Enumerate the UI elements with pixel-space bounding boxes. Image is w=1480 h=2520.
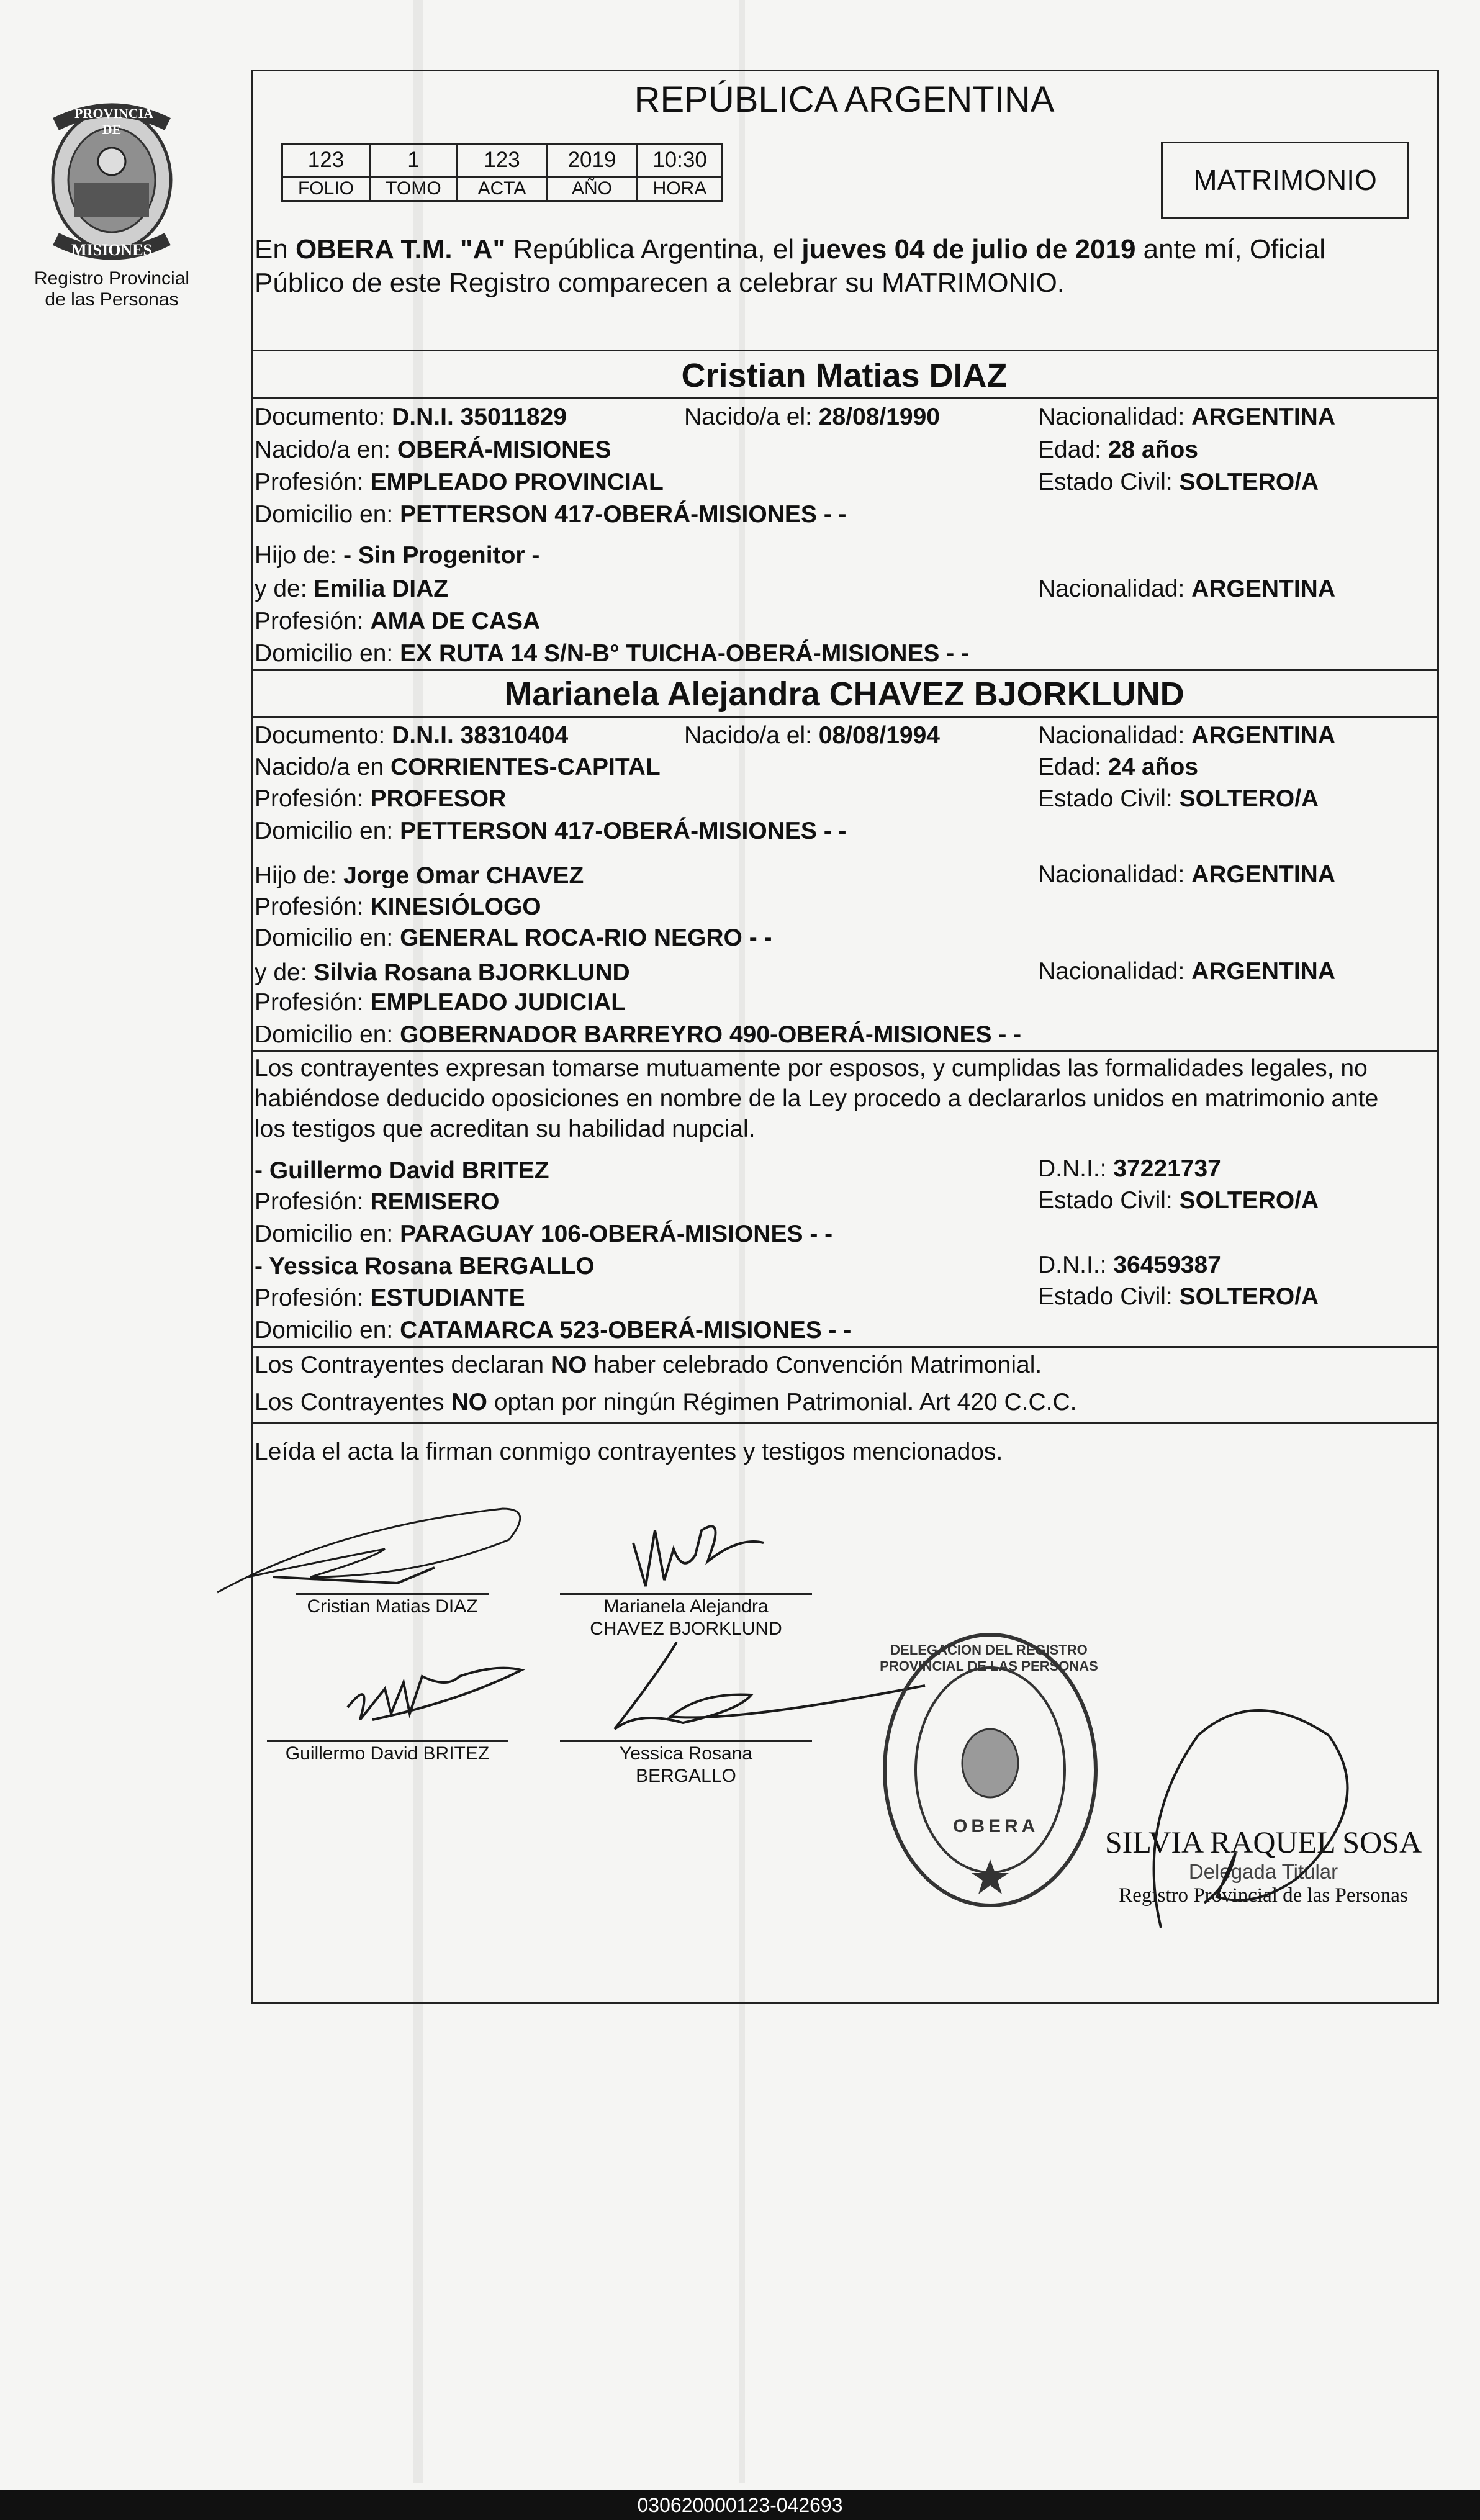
official-name: SILVIA RAQUEL SOSA <box>1104 1825 1422 1859</box>
witness2-dni: D.N.I.: 36459387 <box>1038 1252 1221 1278</box>
official-title: Delegada Titular <box>1188 1860 1338 1883</box>
official-signature <box>1142 1698 1366 1934</box>
signature-caption-3: Guillermo David BRITEZ <box>285 1743 490 1764</box>
spouse2-birth-date: Nacido/a el: 08/08/1994 <box>684 722 940 749</box>
official-office: Registro Provincial de las Personas <box>1119 1884 1408 1907</box>
spouse1-profession: Profesión: EMPLEADO PROVINCIAL <box>255 469 664 495</box>
spouse2-father-address: Domicilio en: GENERAL ROCA-RIO NEGRO - - <box>255 924 772 951</box>
spouse1-father: Hijo de: - Sin Progenitor - <box>255 542 540 569</box>
spouse1-mother-nationality: Nacionalidad: ARGENTINA <box>1038 576 1336 602</box>
type-box: MATRIMONIO <box>1161 142 1409 219</box>
witness1-name: - Guillermo David BRITEZ <box>255 1157 549 1184</box>
spouse1-birth-date: Nacido/a el: 28/08/1990 <box>684 404 940 430</box>
spouse2-document: Documento: D.N.I. 38310404 <box>255 722 569 749</box>
signature-line <box>296 1593 489 1595</box>
ceremony-date: jueves 04 de julio de 2019 <box>801 234 1136 264</box>
signature-line <box>560 1740 812 1742</box>
folio-value: 123 <box>281 143 371 178</box>
intro-line1: En OBERA T.M. "A" República Argentina, el jueves 04 de julio de 2019 ante mí, Oficial <box>255 234 1326 264</box>
read-statement: Leída el acta la firman conmigo contrayentes y testigos mencionados. <box>255 1438 1003 1465</box>
signature-caption-4: Yessica Rosana BERGALLO <box>619 1743 753 1786</box>
logo-caption-line2: de las Personas <box>45 289 179 310</box>
witness2-civil-status: Estado Civil: SOLTERO/A <box>1038 1283 1319 1310</box>
declaration-line2: habiéndose deducido oposiciones en nombre de la Ley procedo a declararlos unidos en matrimonio ante <box>255 1085 1379 1112</box>
divider <box>251 397 1437 399</box>
spouse2-birth-place: Nacido/a en CORRIENTES-CAPITAL <box>255 754 661 780</box>
spouse2-civil-status: Estado Civil: SOLTERO/A <box>1038 785 1319 812</box>
witness2-address: Domicilio en: CATAMARCA 523-OBERÁ-MISIONES - - <box>255 1317 852 1344</box>
provincial-logo <box>37 99 186 267</box>
spouse1-nationality: Nacionalidad: ARGENTINA <box>1038 404 1336 430</box>
spouse2-father-profession: Profesión: KINESIÓLOGO <box>255 893 541 920</box>
regime-line1: Los Contrayentes declaran NO haber celebrado Convención Matrimonial. <box>255 1352 1042 1378</box>
divider <box>251 1050 1437 1052</box>
witness2-name: - Yessica Rosana BERGALLO <box>255 1253 595 1280</box>
logo-caption <box>19 268 205 310</box>
spouse2-address: Domicilio en: PETTERSON 417-OBERÁ-MISIONES - - <box>255 818 847 844</box>
spouse2-name: Marianela Alejandra CHAVEZ BJORKLUND <box>504 675 1184 713</box>
witness1-civil-status: Estado Civil: SOLTERO/A <box>1038 1187 1319 1214</box>
document-code: 030620000123-042693 <box>637 2494 843 2516</box>
signature-line <box>267 1740 508 1742</box>
page-title: REPÚBLICA ARGENTINA <box>634 79 1055 120</box>
witness1-profession: Profesión: REMISERO <box>255 1188 500 1215</box>
signature-scribble <box>621 1506 770 1592</box>
office-name: OBERA T.M. "A" <box>296 234 506 264</box>
spouse2-mother-profession: Profesión: EMPLEADO JUDICIAL <box>255 989 626 1016</box>
spouse2-father: Hijo de: Jorge Omar CHAVEZ <box>255 862 584 889</box>
anio-value: 2019 <box>546 143 638 178</box>
divider <box>251 716 1437 718</box>
logo-caption-line1: Registro Provincial <box>34 268 190 289</box>
spouse2-mother: y de: Silvia Rosana BJORKLUND <box>255 959 630 986</box>
signature-scribble <box>211 1490 534 1596</box>
stamp-center-text: OBERA <box>953 1816 1039 1836</box>
seal-text-top: PROVINCIA DE <box>74 106 154 137</box>
divider <box>251 669 1437 671</box>
registry-stamp <box>880 1630 1100 1910</box>
spouse1-civil-status: Estado Civil: SOLTERO/A <box>1038 469 1319 495</box>
spouse2-mother-nationality: Nacionalidad: ARGENTINA <box>1038 958 1336 985</box>
spouse1-document: Documento: D.N.I. 35011829 <box>255 404 567 430</box>
tomo-label: TOMO <box>369 176 458 202</box>
divider <box>251 350 1437 351</box>
witness2-profession: Profesión: ESTUDIANTE <box>255 1285 525 1311</box>
spouse2-father-nationality: Nacionalidad: ARGENTINA <box>1038 861 1336 888</box>
hora-label: HORA <box>636 176 723 202</box>
declaration-line1: Los contrayentes expresan tomarse mutuamente por esposos, y cumplidas las formalidades legales, no <box>255 1055 1368 1082</box>
spouse2-age: Edad: 24 años <box>1038 754 1199 780</box>
intro-line2: Público de este Registro comparecen a celebrar su MATRIMONIO. <box>255 268 1065 298</box>
spouse2-nationality: Nacionalidad: ARGENTINA <box>1038 722 1336 749</box>
document-code-bar <box>0 2490 1480 2520</box>
spouse1-mother-profession: Profesión: AMA DE CASA <box>255 608 541 635</box>
spouse1-mother: y de: Emilia DIAZ <box>255 576 449 602</box>
stamp-ring-text: DELEGACION DEL REGISTRO PROVINCIAL DE LAS PERSONAS <box>880 1642 1098 1674</box>
signature-caption-1: Cristian Matias DIAZ <box>307 1596 478 1617</box>
spouse2-profession: Profesión: PROFESOR <box>255 785 507 812</box>
signature-caption-2: Marianela Alejandra CHAVEZ BJORKLUND <box>590 1596 782 1639</box>
witness1-address: Domicilio en: PARAGUAY 106-OBERÁ-MISIONES - - <box>255 1221 833 1247</box>
spouse1-name: Cristian Matias DIAZ <box>681 357 1008 394</box>
signature-line <box>560 1593 812 1595</box>
spouse1-address: Domicilio en: PETTERSON 417-OBERÁ-MISIONES - - <box>255 501 847 528</box>
divider <box>251 1422 1437 1424</box>
spouse1-age: Edad: 28 años <box>1038 436 1199 463</box>
witness1-dni: D.N.I.: 37221737 <box>1038 1155 1221 1182</box>
declaration-line3: los testigos que acreditan su habilidad nupcial. <box>255 1116 756 1142</box>
acta-label: ACTA <box>456 176 548 202</box>
acta-value: 123 <box>456 143 548 178</box>
signature-scribble <box>335 1651 534 1732</box>
tomo-value: 1 <box>369 143 458 178</box>
hora-value: 10:30 <box>636 143 723 178</box>
folio-label: FOLIO <box>281 176 371 202</box>
spouse1-mother-address: Domicilio en: EX RUTA 14 S/N-B° TUICHA-OBERÁ-MISIONES - - <box>255 640 970 667</box>
anio-label: AÑO <box>546 176 638 202</box>
spouse1-birth-place: Nacido/a en: OBERÁ-MISIONES <box>255 436 611 463</box>
divider <box>251 1346 1437 1348</box>
seal-text-bottom: MISIONES <box>71 241 153 259</box>
regime-line2: Los Contrayentes NO optan por ningún Régimen Patrimonial. Art 420 C.C.C. <box>255 1389 1077 1416</box>
spouse2-mother-address: Domicilio en: GOBERNADOR BARREYRO 490-OBERÁ-MISIONES - - <box>255 1021 1022 1048</box>
